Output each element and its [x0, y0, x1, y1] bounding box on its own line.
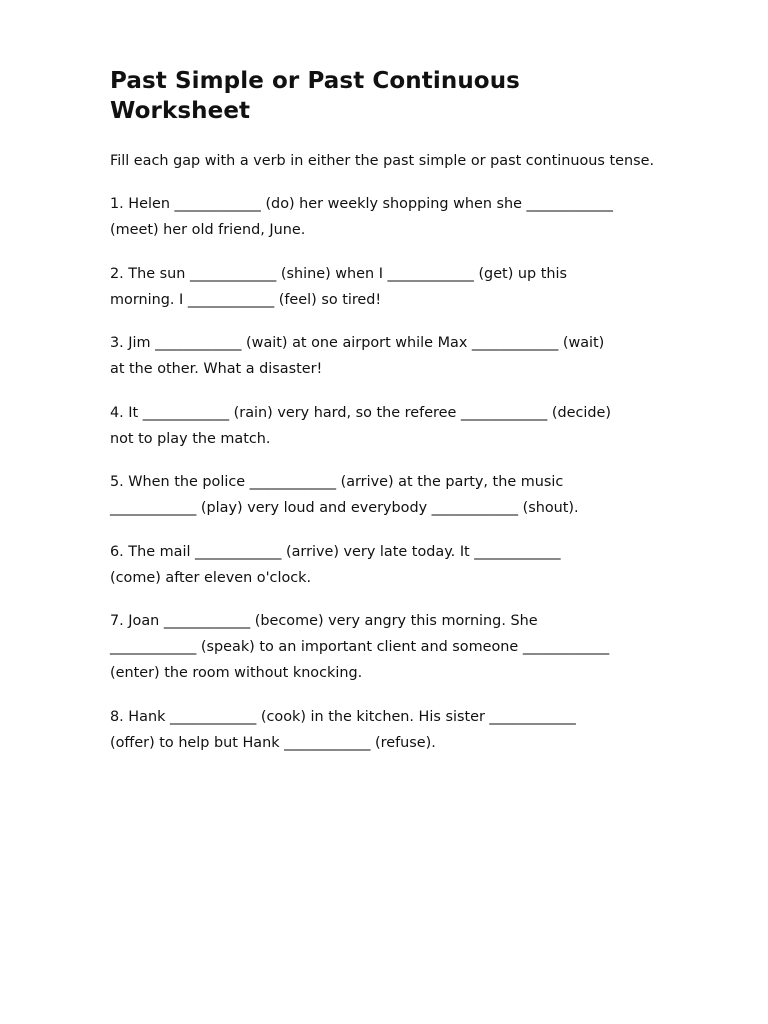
- exercise-line: (offer) to help but Hank ____________ (refuse).: [110, 735, 436, 751]
- exercise-list: [110, 193, 750, 776]
- title-line-2: Worksheet: [110, 98, 251, 124]
- exercise-line: (enter) the room without knocking.: [110, 665, 363, 681]
- exercise-item-8: [110, 706, 750, 776]
- exercise-line: 8. Hank ____________ (cook) in the kitchen. His sister ____________: [110, 709, 576, 725]
- exercise-line: 7. Joan ____________ (become) very angry this morning. She: [110, 613, 538, 629]
- exercise-line: (meet) her old friend, June.: [110, 222, 306, 238]
- page-title: [110, 66, 730, 126]
- exercise-line: morning. I ____________ (feel) so tired!: [110, 291, 382, 308]
- exercise-line: 6. The mail ____________ (arrive) very late today. It ____________: [110, 543, 561, 560]
- title-line-1: Past Simple or Past Continuous: [110, 68, 520, 94]
- exercise-item-2: [110, 263, 750, 333]
- exercise-item-3: [110, 332, 750, 402]
- exercise-line: ____________ (speak) to an important client and someone ____________: [110, 639, 610, 655]
- exercise-item-4: [110, 402, 750, 472]
- exercise-line: (come) after eleven o'clock.: [110, 569, 312, 586]
- exercise-line: ____________ (play) very loud and everybody ____________ (shout).: [110, 500, 579, 516]
- instructions: Fill each gap with a verb in either the past simple or past continuous tense.: [110, 153, 655, 169]
- exercise-line: 1. Helen ____________ (do) her weekly shopping when she ____________: [110, 196, 613, 212]
- exercise-item-5: [110, 471, 750, 541]
- exercise-item-1: [110, 193, 750, 263]
- exercise-line: 5. When the police ____________ (arrive) at the party, the music: [110, 474, 564, 490]
- exercise-line: 4. It ____________ (rain) very hard, so the referee ____________ (decide): [110, 404, 611, 421]
- exercise-line: not to play the match.: [110, 430, 271, 447]
- exercise-item-6: [110, 541, 750, 611]
- exercise-line: 3. Jim ____________ (wait) at one airport while Max ____________ (wait): [110, 335, 605, 351]
- exercise-line: 2. The sun ____________ (shine) when I ____________ (get) up this: [110, 265, 567, 282]
- exercise-line: at the other. What a disaster!: [110, 361, 323, 377]
- exercise-item-7: [110, 610, 750, 706]
